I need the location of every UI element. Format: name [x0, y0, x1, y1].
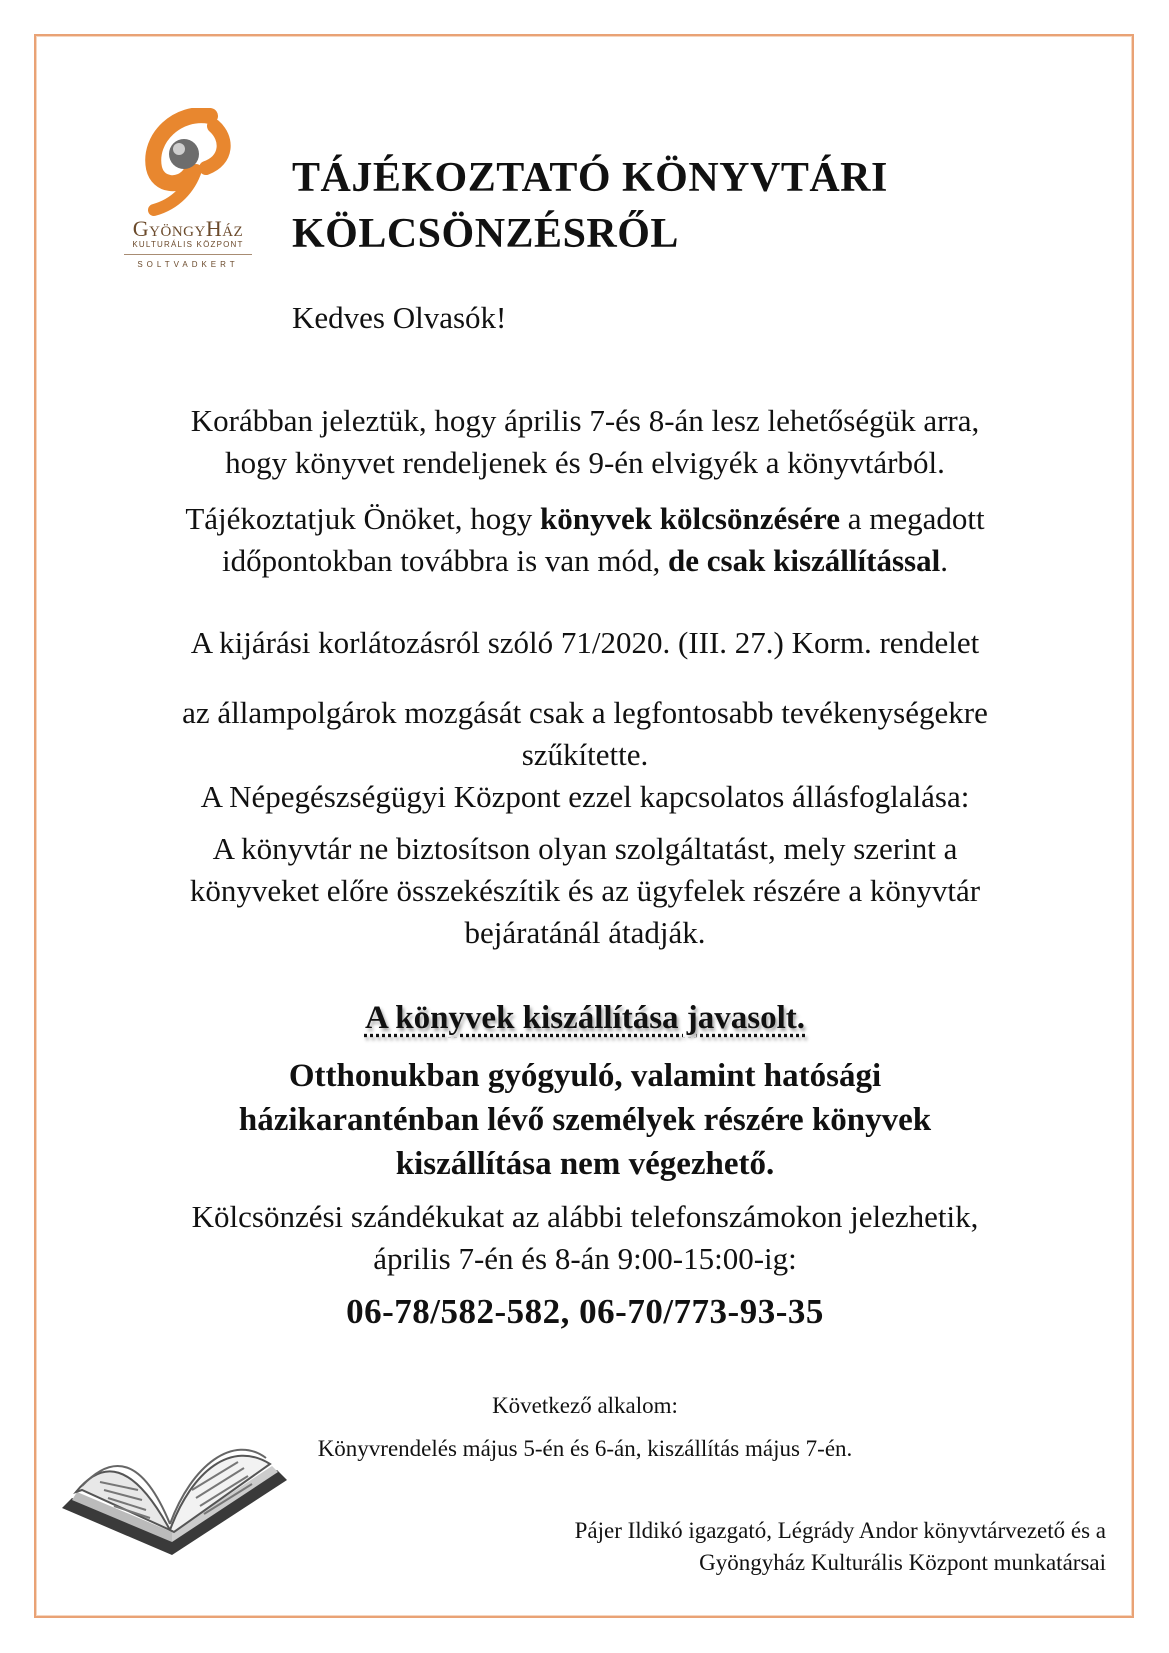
quarantine-notice-line-2: házikaranténban lévő személyek részére könyvek: [238, 1102, 932, 1138]
highlight-lending: könyvek kölcsönzésére: [540, 501, 840, 536]
quarantine-notice-line-1: Otthonukban gyógyuló, valamint hatósági: [288, 1058, 882, 1094]
contact-info: [60, 1196, 1110, 1280]
paragraph-restriction: [60, 692, 1110, 776]
gyongyhaz-logo: [118, 108, 258, 278]
signature-line-2: Gyöngyház Kulturális Központ munkatársai: [699, 1550, 1106, 1575]
logo-divider: [124, 254, 252, 255]
signature: [440, 1515, 1106, 1579]
logo-wordmark: GYÖNGYHÁZ: [132, 216, 244, 241]
paragraph-intro-line-2: hogy könyvet rendeljenek és 9-én elvigyék a könyvtárból.: [225, 445, 945, 480]
paragraph-statement: [60, 828, 1110, 954]
logo-subtitle: KULTURÁLIS KÖZPONT: [132, 240, 244, 249]
paragraph-statement-line-2: könyveket előre összekészítik és az ügyfelek részére a könyvtár: [189, 873, 981, 908]
next-occasion-label: Következő alkalom:: [492, 1393, 678, 1418]
contact-info-line-2: április 7-én és 8-án 9:00-15:00-ig:: [373, 1241, 797, 1276]
contact-info-line-1: Kölcsönzési szándékukat az alábbi telefonszámokon jelezhetik,: [191, 1199, 979, 1234]
paragraph-restriction-line-2: szűkítette.: [521, 737, 649, 772]
open-book-icon: [42, 1420, 302, 1570]
title-line-2: KÖLCSÖNZÉSRŐL: [292, 211, 679, 257]
greeting: Kedves Olvasók!: [292, 300, 507, 335]
next-occasion-text: Könyvrendelés május 5-én és 6-án, kiszállítás május 7-én.: [317, 1436, 853, 1461]
paragraph-restriction-line-1: az állampolgárok mozgását csak a legfontosabb tevékenységekre: [182, 695, 988, 730]
paragraph-health-center: A Népegészségügyi Központ ezzel kapcsolatos állásfoglalása:: [200, 779, 970, 814]
paragraph-info-line-2: időpontokban továbbra is van mód, de csak kiszállítással.: [222, 543, 948, 578]
delivery-headline: A könyvek kiszállítása javasolt.: [364, 1000, 806, 1036]
title-line-1: TÁJÉKOZTATÓ KÖNYVTÁRI: [292, 155, 888, 201]
paragraph-statement-line-3: bejáratánál átadják.: [464, 915, 706, 950]
paragraph-decree: A kijárási korlátozásról szóló 71/2020. (III. 27.) Korm. rendelet: [190, 625, 980, 660]
signature-line-1: Pájer Ildikó igazgató, Légrády Andor könyvtárvezető és a: [574, 1518, 1106, 1543]
logo-emblem-icon: [118, 108, 258, 218]
page-title: [292, 150, 992, 262]
quarantine-notice-line-3: kiszállítása nem végezhető.: [395, 1146, 775, 1182]
paragraph-info-line-1: Tájékoztatjuk Önöket, hogy könyvek kölcsönzésére a megadott: [185, 501, 985, 536]
highlight-delivery: de csak kiszállítással: [668, 543, 941, 578]
paragraph-info: [60, 498, 1110, 582]
paragraph-intro: [60, 400, 1110, 484]
phone-numbers: 06-78/582-582, 06-70/773-93-35: [346, 1292, 824, 1331]
paragraph-statement-line-1: A könyvtár ne biztosítson olyan szolgáltatást, mely szerint a: [212, 831, 958, 866]
paragraph-intro-line-1: Korábban jeleztük, hogy április 7-és 8-án lesz lehetőségük arra,: [190, 403, 980, 438]
logo-location: SOLTVADKERT: [137, 260, 239, 269]
quarantine-notice: [60, 1054, 1110, 1186]
